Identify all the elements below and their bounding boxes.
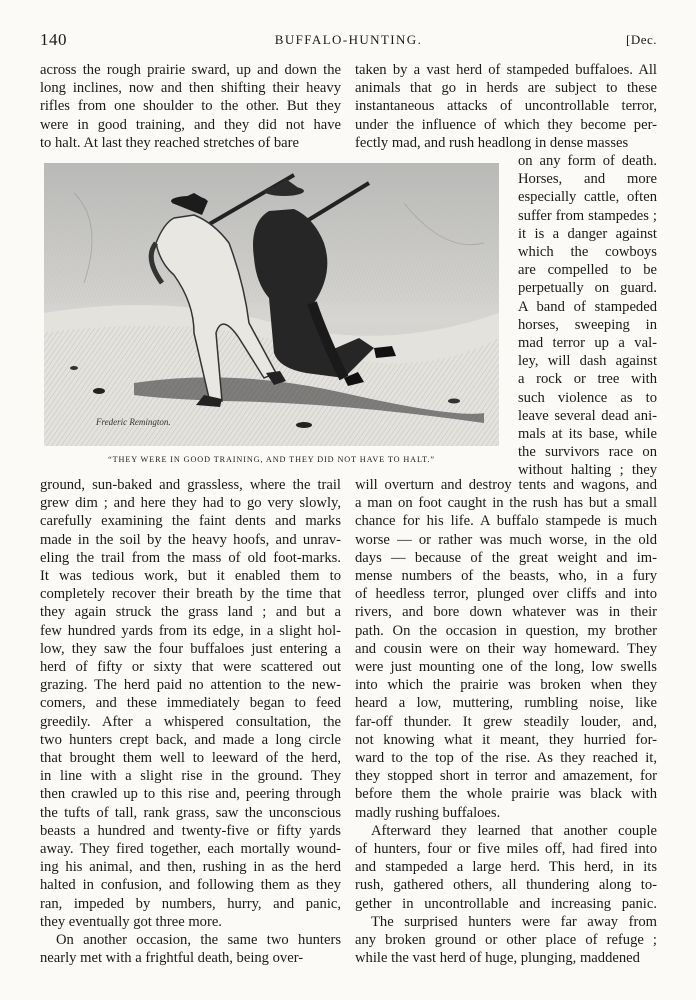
text-line: to halt. At last they reached stretches of bare bbox=[40, 134, 299, 151]
page-number: 140 bbox=[40, 30, 67, 49]
text-line: grew dim ; and here they had to go very slowly, bbox=[40, 495, 341, 512]
text-line: a man on foot caught in the rush has but a small bbox=[355, 495, 657, 512]
text-line: completely recover their breath by the time that bbox=[40, 586, 341, 603]
two-hunters-illustration bbox=[44, 163, 499, 446]
text-line: grazing. The herd paid no attention to the new- bbox=[40, 677, 341, 694]
text-line: fectly mad, and rush headlong in dense masses bbox=[355, 134, 629, 151]
text-line: mense numbers of the beasts, who, in a fury bbox=[355, 568, 657, 584]
text-line: comers, and these immediately began to feed bbox=[40, 695, 341, 712]
text-line: On another occasion, the same two hunters bbox=[56, 932, 341, 948]
text-line: two hunters crept back, and made a long circle bbox=[40, 731, 341, 748]
text-line: ward to the top of the rise. As they reached it, bbox=[355, 750, 657, 766]
text-line: instantaneous attacks of uncontrollable terror, bbox=[355, 98, 657, 115]
text-line: perpetually on guard. bbox=[518, 280, 657, 297]
text-line: herd of fifty or sixty that were scattered out bbox=[40, 659, 341, 675]
text-line: not knowing what it meant, they hurried for- bbox=[355, 731, 657, 748]
text-line: made in the soil by the heavy hoofs, and unrav- bbox=[40, 531, 341, 548]
text-line: that brought them well to leeward of the herd, bbox=[40, 750, 341, 766]
text-line: rush, gathered others, all thundering along to- bbox=[355, 877, 657, 894]
text-line: carefully examining the faint dents and marks bbox=[40, 513, 341, 530]
text-line: are compelled to be bbox=[518, 262, 657, 279]
text-line: while the vast herd of huge, plunging, maddened bbox=[355, 950, 640, 967]
text-line: which the cowboys bbox=[518, 244, 657, 260]
text-line: low, they saw the four buffaloes just entering a bbox=[40, 640, 341, 657]
text-line: of heedless terror, plunged over cliffs and into bbox=[355, 586, 657, 603]
text-line: gether in uncontrollable and increasing panic. bbox=[355, 895, 657, 912]
text-line: a rock or tree with bbox=[518, 371, 657, 388]
text-line: path. On the occasion in question, my brother bbox=[355, 622, 657, 639]
text-line: It was tedious work, but it enabled them to bbox=[40, 568, 341, 584]
text-line: the survivors race on bbox=[518, 444, 657, 461]
text-line: and stampeded a large herd. This herd, in its bbox=[355, 859, 657, 876]
text-line: mad terror up a val- bbox=[518, 335, 657, 351]
text-line: away. They fired together, each mortally wound- bbox=[40, 841, 341, 857]
text-line: greedily. After a whispered consultation, the bbox=[40, 713, 341, 730]
text-line: it is a danger against bbox=[518, 225, 657, 242]
text-line: will overturn and destroy tents and wagons, and bbox=[355, 477, 657, 493]
text-line: ran, impeded by numbers, hurry, and panic, bbox=[40, 895, 341, 912]
text-line: eling the trail from the mass of old foot-marks. bbox=[40, 549, 341, 566]
text-line: under the influence of which they become per- bbox=[355, 116, 657, 133]
text-line: they eventually got three more. bbox=[40, 913, 222, 930]
artist-signature: Frederic Remington. bbox=[96, 417, 171, 427]
text-line: Afterward they learned that another couple bbox=[371, 822, 657, 839]
text-line: the tufts of tall, rank grass, saw the unconscious bbox=[40, 804, 341, 821]
text-line: Horses, and more bbox=[518, 171, 657, 188]
text-line: without halting ; they bbox=[518, 462, 657, 479]
running-title: BUFFALO-HUNTING. bbox=[274, 32, 423, 47]
text-line: long inclines, now and then shifting their heavy bbox=[40, 80, 341, 97]
text-line: ground, sun-baked and grassless, where the trail bbox=[40, 477, 341, 493]
text-line: such violence as to bbox=[518, 389, 657, 406]
text-line: taken by a vast herd of stampeded buffaloes. All bbox=[355, 62, 657, 78]
text-line: ley, will dash against bbox=[518, 353, 657, 370]
text-line: chance for his life. A buffalo stampede is much bbox=[355, 513, 657, 530]
text-line: mals at its base, while bbox=[518, 426, 657, 442]
text-line: were just mounting one of the long, low swells bbox=[355, 659, 657, 675]
text-line: few hundred yards from its edge, in a slight hol- bbox=[40, 622, 341, 639]
text-line: they stopped short in terror and amazement, for bbox=[355, 768, 657, 785]
text-line: The surprised hunters were far away from bbox=[371, 913, 657, 930]
text-line: were in good training, and they did not have bbox=[40, 116, 341, 133]
text-line: then crawled up to this rise and, peering through bbox=[40, 786, 341, 803]
text-line: madly rushing buffaloes. bbox=[355, 804, 501, 821]
text-line: ing his animal, and then, rushing in as the herd bbox=[40, 859, 341, 876]
text-line: suffer from stampedes ; bbox=[518, 207, 657, 224]
text-line: days — because of the great weight and im- bbox=[355, 549, 657, 566]
text-line: rifles from one shoulder to the other. But they bbox=[40, 98, 341, 115]
text-line: before them the whole prairie was black with bbox=[355, 786, 657, 803]
text-line: of hunters, four or five miles off, had fired into bbox=[355, 841, 657, 857]
text-line: they again struck the grass land ; and but a bbox=[40, 604, 341, 621]
text-line: and cousin were on their way homeward. They bbox=[355, 640, 657, 657]
text-line: any broken ground or other place of refuge ; bbox=[355, 932, 657, 948]
text-line: leave several dead ani- bbox=[518, 407, 657, 424]
text-line: especially cattle, often bbox=[518, 189, 657, 206]
text-line: horses, sweeping in bbox=[518, 316, 657, 333]
text-line: rivers, and bore down whatever was in their bbox=[355, 604, 657, 621]
text-line: halted in confusion, and following them as they bbox=[40, 877, 341, 894]
text-line: into which the prairie was broken when they bbox=[355, 677, 657, 694]
text-line: far-off thunder. It grew steadily louder, and, bbox=[355, 713, 657, 730]
text-line: A band of stampeded bbox=[518, 298, 657, 315]
text-line: heard a low, muttering, rumbling noise, like bbox=[355, 695, 657, 712]
text-line: on any form of death. bbox=[518, 153, 657, 169]
text-line: animals that go in herds are subject to these bbox=[355, 80, 657, 97]
page-header bbox=[40, 30, 657, 54]
figure-caption: “THEY WERE IN GOOD TRAINING, AND THEY DID NOT HAVE TO HALT.” bbox=[108, 455, 435, 464]
illustration bbox=[44, 163, 499, 446]
text-line: across the rough prairie sward, up and down the bbox=[40, 62, 341, 78]
text-line: in line with a slight rise in the ground. They bbox=[40, 768, 341, 785]
text-line: beasts a hundred and twenty-five or fifty yards bbox=[40, 822, 341, 839]
text-line: nearly met with a frightful death, being over- bbox=[40, 950, 304, 967]
text-line: worse — or rather was much worse, in the old bbox=[355, 531, 657, 548]
issue-month: [Dec. bbox=[625, 32, 657, 47]
